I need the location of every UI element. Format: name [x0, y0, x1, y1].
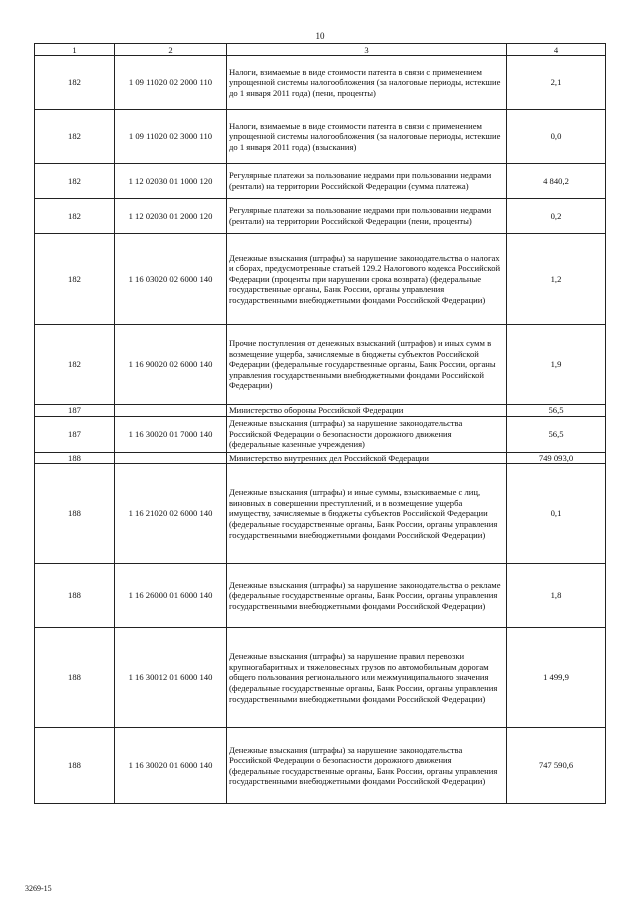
table-row [35, 416, 606, 452]
table-row [35, 452, 606, 464]
header-col-2: 2 [115, 44, 227, 56]
admin-code-cell: 188 [35, 628, 115, 728]
document-code: 3269-15 [25, 884, 52, 893]
revenue-name-cell: Денежные взыскания (штрафы) за нарушение законодательства Российской Федерации о безопасности дорожного движения (федеральные государственные органы, Банк России, органы управления государственными внебюджетными фондами Российской Федерации) [227, 728, 507, 804]
table-row [35, 110, 606, 164]
header-col-1: 1 [35, 44, 115, 56]
admin-code-cell: 188 [35, 452, 115, 464]
budget-code-cell: 1 12 02030 01 2000 120 [115, 199, 227, 234]
page-number: 10 [315, 31, 325, 41]
table-row [35, 164, 606, 199]
revenue-name-cell: Налоги, взимаемые в виде стоимости патента в связи с применением упрощенной системы налогообложения (за налоговые периоды, истекшие до 1 января 2011 года) (пени, проценты) [227, 56, 507, 110]
table-row [35, 728, 606, 804]
amount-cell: 1,8 [507, 564, 606, 628]
amount-cell: 749 093,0 [507, 452, 606, 464]
revenue-table [34, 43, 606, 804]
table-row [35, 234, 606, 325]
header-col-3: 3 [227, 44, 507, 56]
table-header-row [35, 44, 606, 56]
budget-code-cell: 1 16 21020 02 6000 140 [115, 464, 227, 564]
amount-cell: 1,2 [507, 234, 606, 325]
revenue-name-cell: Министерство обороны Российской Федерации [227, 405, 507, 417]
amount-cell: 0,0 [507, 110, 606, 164]
amount-cell: 4 840,2 [507, 164, 606, 199]
amount-cell: 0,1 [507, 464, 606, 564]
budget-code-cell [115, 452, 227, 464]
admin-code-cell: 182 [35, 164, 115, 199]
budget-code-cell: 1 09 11020 02 3000 110 [115, 110, 227, 164]
admin-code-cell: 188 [35, 464, 115, 564]
budget-code-cell: 1 16 30012 01 6000 140 [115, 628, 227, 728]
budget-code-cell: 1 09 11020 02 2000 110 [115, 56, 227, 110]
revenue-name-cell: Денежные взыскания (штрафы) за нарушение законодательства Российской Федерации о безопасности дорожного движения (федеральные казенные учреждения) [227, 416, 507, 452]
admin-code-cell: 182 [35, 56, 115, 110]
table-row [35, 325, 606, 405]
budget-code-cell: 1 16 30020 01 6000 140 [115, 728, 227, 804]
admin-code-cell: 182 [35, 325, 115, 405]
amount-cell: 1 499,9 [507, 628, 606, 728]
admin-code-cell: 187 [35, 416, 115, 452]
amount-cell: 2,1 [507, 56, 606, 110]
admin-code-cell: 182 [35, 110, 115, 164]
amount-cell: 56,5 [507, 405, 606, 417]
header-col-4: 4 [507, 44, 606, 56]
budget-code-cell: 1 16 03020 02 6000 140 [115, 234, 227, 325]
revenue-name-cell: Министерство внутренних дел Российской Федерации [227, 452, 507, 464]
table-row [35, 56, 606, 110]
budget-code-cell: 1 12 02030 01 1000 120 [115, 164, 227, 199]
revenue-name-cell: Налоги, взимаемые в виде стоимости патента в связи с применением упрощенной системы налогообложения (за налоговые периоды, истекшие до 1 января 2011 года) (взыскания) [227, 110, 507, 164]
budget-code-cell: 1 16 30020 01 7000 140 [115, 416, 227, 452]
revenue-name-cell: Регулярные платежи за пользование недрами при пользовании недрами (рентали) на территории Российской Федерации (пени, проценты) [227, 199, 507, 234]
revenue-name-cell: Регулярные платежи за пользование недрами при пользовании недрами (рентали) на территории Российской Федерации (сумма платежа) [227, 164, 507, 199]
table-row [35, 628, 606, 728]
revenue-name-cell: Денежные взыскания (штрафы) и иные суммы, взыскиваемые с лиц, виновных в совершении преступлений, и в возмещение ущерба имуществу, зачисляемые в бюджеты субъектов Российской Федерации (федеральные государственные органы, Банк России, органы управления государственными внебюджетными фондами Российской Федерации) [227, 464, 507, 564]
budget-code-cell: 1 16 90020 02 6000 140 [115, 325, 227, 405]
revenue-name-cell: Денежные взыскания (штрафы) за нарушение законодательства о рекламе (федеральные государственные органы, Банк России, органы управления государственными внебюджетными фондами Российской Федерации) [227, 564, 507, 628]
table-row [35, 405, 606, 417]
amount-cell: 747 590,6 [507, 728, 606, 804]
amount-cell: 0,2 [507, 199, 606, 234]
amount-cell: 56,5 [507, 416, 606, 452]
table-row [35, 199, 606, 234]
table-row [35, 564, 606, 628]
admin-code-cell: 182 [35, 234, 115, 325]
admin-code-cell: 187 [35, 405, 115, 417]
revenue-name-cell: Прочие поступления от денежных взысканий (штрафов) и иных сумм в возмещение ущерба, зачисляемые в бюджеты субъектов Российской Федерации (федеральные государственные органы, Банк России, органы управления государственными внебюджетными фондами Российской Федерации) [227, 325, 507, 405]
budget-code-cell [115, 405, 227, 417]
amount-cell: 1,9 [507, 325, 606, 405]
admin-code-cell: 188 [35, 728, 115, 804]
budget-code-cell: 1 16 26000 01 6000 140 [115, 564, 227, 628]
admin-code-cell: 188 [35, 564, 115, 628]
admin-code-cell: 182 [35, 199, 115, 234]
revenue-name-cell: Денежные взыскания (штрафы) за нарушение законодательства о налогах и сборах, предусмотренные статьей 129.2 Налогового кодекса Российской Федерации (проценты при нарушении срока возврата) (федеральные государственные органы, Банк России, органы управления государственными внебюджетными фондами Российской Федерации) [227, 234, 507, 325]
revenue-name-cell: Денежные взыскания (штрафы) за нарушение правил перевозки крупногабаритных и тяжеловесных грузов по автомобильным дорогам общего пользования регионального или межмуниципального значения (федеральные государственные органы, Банк России, органы управления государственными внебюджетными фондами Российской Федерации) [227, 628, 507, 728]
table-row [35, 464, 606, 564]
